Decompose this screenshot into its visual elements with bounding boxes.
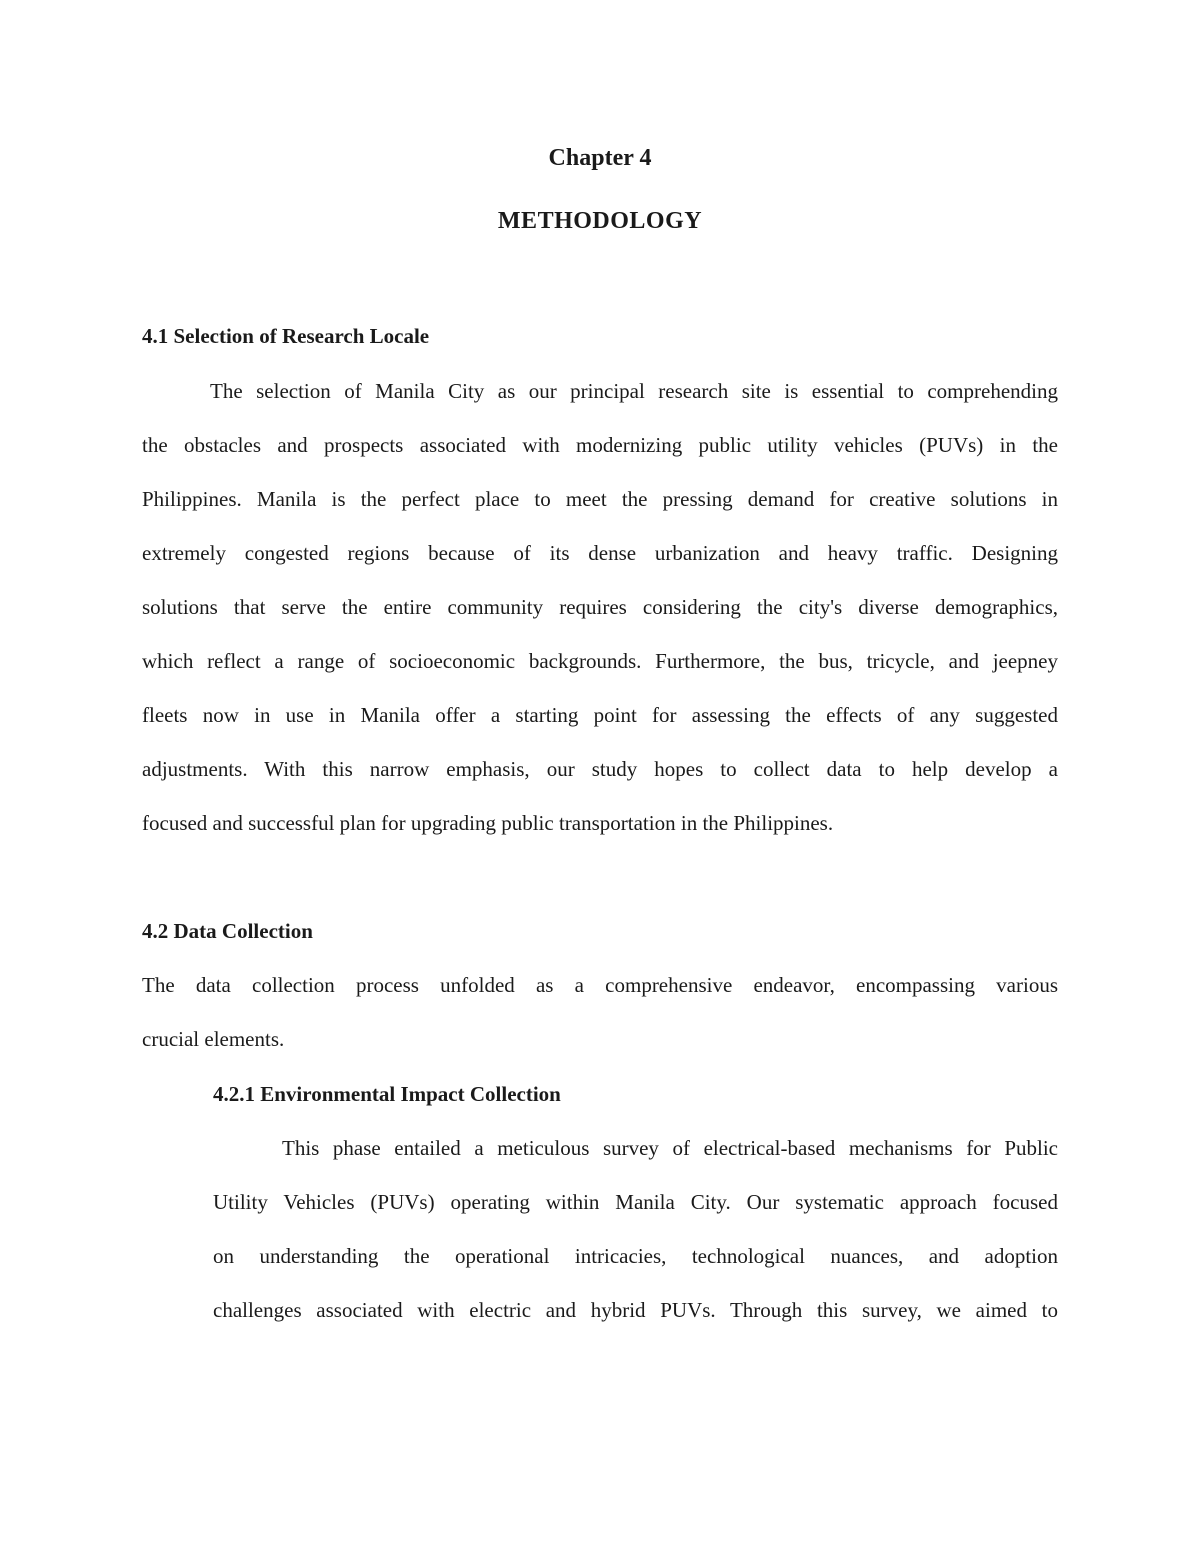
paragraph-line: fleets now in use in Manila offer a starting point for assessing the effects of any suggested xyxy=(142,703,1058,727)
paragraph-line: Philippines. Manila is the perfect place to meet the pressing demand for creative solutions in xyxy=(142,487,1058,511)
paragraph-line: challenges associated with electric and hybrid PUVs. Through this survey, we aimed to xyxy=(213,1298,1058,1322)
paragraph-line: crucial elements. xyxy=(142,1027,285,1051)
section-4-1-heading: 4.1 Selection of Research Locale xyxy=(142,324,430,348)
section-4-2-1-heading: 4.2.1 Environmental Impact Collection xyxy=(213,1082,561,1106)
paragraph-line: which reflect a range of socioeconomic backgrounds. Furthermore, the bus, tricycle, and jeepney xyxy=(142,649,1058,673)
paragraph-line: This phase entailed a meticulous survey of electrical-based mechanisms for Public xyxy=(282,1136,1058,1160)
paragraph-line: on understanding the operational intricacies, technological nuances, and adoption xyxy=(213,1244,1058,1268)
methodology-title: METHODOLOGY xyxy=(497,208,703,234)
paragraph-line: The selection of Manila City as our principal research site is essential to comprehending xyxy=(210,379,1058,403)
section-4-2-heading: 4.2 Data Collection xyxy=(142,919,313,943)
paragraph-line: Utility Vehicles (PUVs) operating within Manila City. Our systematic approach focused xyxy=(213,1190,1058,1214)
paragraph-line: focused and successful plan for upgrading public transportation in the Philippines. xyxy=(142,811,834,835)
paragraph-line: The data collection process unfolded as a comprehensive endeavor, encompassing various xyxy=(142,973,1058,997)
paragraph-line: adjustments. With this narrow emphasis, our study hopes to collect data to help develop a xyxy=(142,757,1058,781)
paragraph-line: the obstacles and prospects associated with modernizing public utility vehicles (PUVs) in the xyxy=(142,433,1058,457)
chapter-title: Chapter 4 xyxy=(548,145,652,171)
paragraph-line: extremely congested regions because of its dense urbanization and heavy traffic. Designing xyxy=(142,541,1058,565)
paragraph-line: solutions that serve the entire community requires considering the city's diverse demographics, xyxy=(142,595,1058,619)
